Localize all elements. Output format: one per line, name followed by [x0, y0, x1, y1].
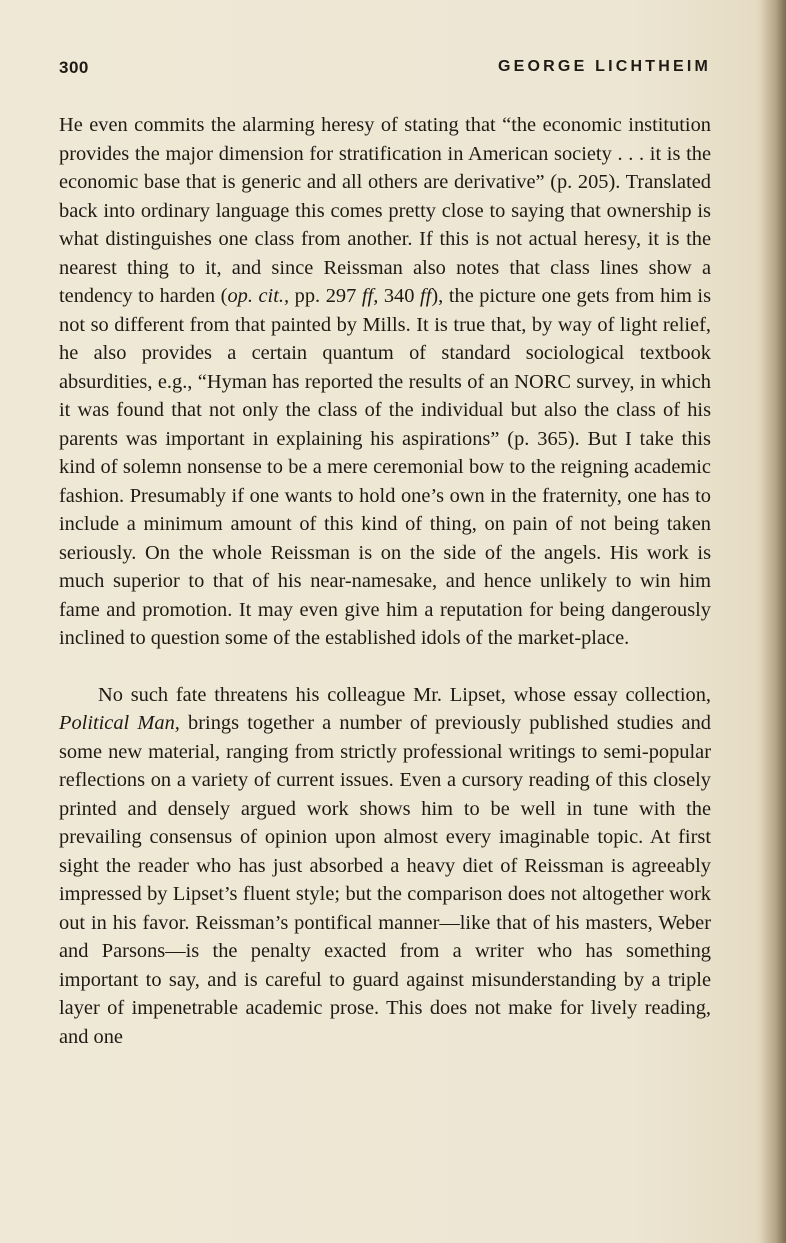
- running-head: GEORGE LICHTHEIM: [498, 58, 711, 75]
- page-gutter-shadow: [760, 0, 786, 1243]
- page-number: 300: [59, 58, 89, 77]
- paragraph-2: [59, 681, 711, 1052]
- italic-text-run: Political Man,: [59, 712, 180, 734]
- text-run: pp. 297: [289, 285, 362, 307]
- italic-text-run: ff: [420, 285, 432, 307]
- paragraph-1: [59, 111, 711, 653]
- italic-text-run: ff,: [361, 285, 379, 307]
- body-text: [59, 111, 711, 1051]
- text-run: ), the picture one gets from him is not so different from that painted by Mills. It is true that, by way of light relief, he also provides a certain quantum of standard sociological textbook absurdities, e.g., “Hyman has reported the results of an NORC survey, in which it was found that not only the class of the individual but also the class of his parents was important in explaining his aspirations” (p. 365). But I take this kind of solemn nonsense to be a mere ceremonial bow to the reigning academic fashion. Presumably if one wants to hold one’s own in the fraternity, one has to include a minimum amount of this kind of thing, on pain of not being taken seriously. On the whole Reissman is on the side of the angels. His work is much superior to that of his near-namesake, and hence unlikely to win him fame and promotion. It may even give him a reputation for being dangerously inclined to question some of the established idols of the market-place.: [59, 285, 712, 649]
- page-header: [59, 58, 711, 82]
- italic-text-run: op. cit.,: [227, 285, 290, 307]
- text-run: He even commits the alarming heresy of stating that “the economic institution provides the major dimension for stratification in American society . . . it is the economic base that is generic and all others are derivative” (p. 205). Translated back into ordinary language this comes pretty close to saying that ownership is what distinguishes one class from another. If this is not actual heresy, it is the nearest thing to it, and since Reissman also notes that class lines show a tendency to harden (: [59, 114, 711, 307]
- text-run: brings together a number of previously published studies and some new material, ranging from strictly professional writings to semi-popular reflections on a variety of current issues. Even a cursory reading of this closely printed and densely argued work shows him to be well in tune with the prevailing consensus of opinion upon almost every imaginable topic. At first sight the reader who has just absorbed a heavy diet of Reissman is agreeably impressed by Lipset’s fluent style; but the comparison does not altogether work out in his favor. Reissman’s pontifical manner—like that of his masters, Weber and Parsons—is the penalty exacted from a writer who has something important to say, and is careful to guard against misunderstanding by a triple layer of impenetrable academic prose. This does not make for lively reading, and one: [59, 712, 711, 1048]
- text-run: 340: [378, 285, 421, 307]
- text-run: No such fate threatens his colleague Mr. Lipset, whose essay collection,: [98, 683, 711, 706]
